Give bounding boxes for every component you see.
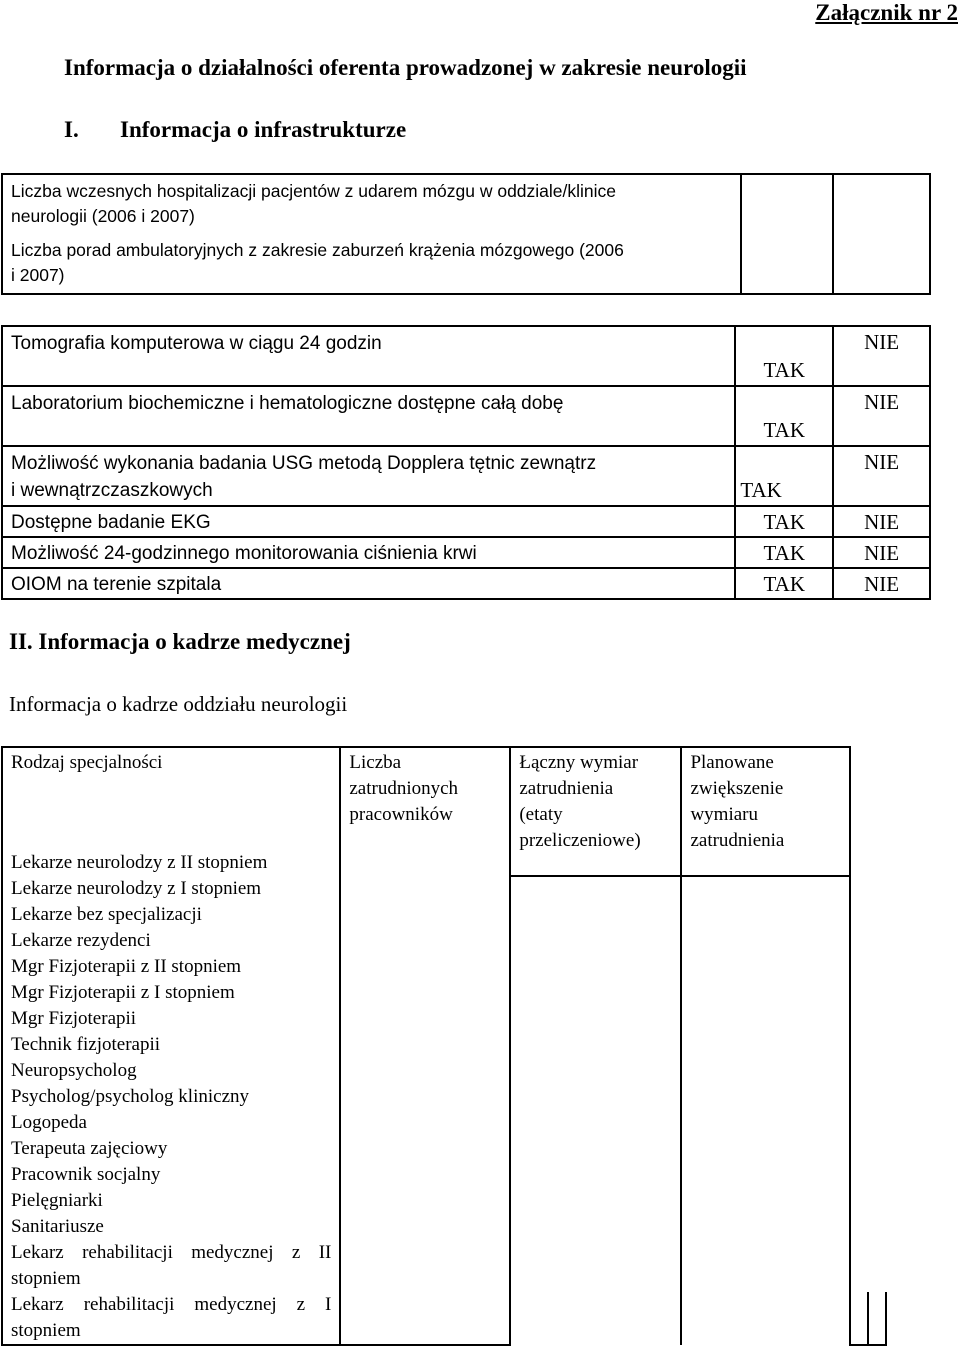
count-label-cell: Liczba wczesnych hospitalizacji pacjentów z udarem mózgu w oddziale/klinice neurologii (2006 i 2007) [2,174,741,234]
no-option[interactable]: NIE [833,446,930,506]
planned-input-cell-last[interactable] [868,1292,886,1345]
specialty-cell: Logopeda [2,1110,340,1136]
availability-label: OIOM na terenie szpitala [2,568,735,599]
table-row [2,506,930,537]
specialty-cell: Mgr Fizjoterapii z I stopniem [2,980,340,1006]
yes-option[interactable]: TAK [735,446,833,506]
table-header-row [2,747,886,850]
document-title: Informacja o działalności oferenta prowadzonej w zakresie neurologii [64,55,747,80]
section-1-heading: Informacja o infrastrukturze [120,117,407,142]
availability-label: Tomografia komputerowa w ciągu 24 godzin [2,326,735,386]
no-option[interactable]: NIE [833,537,930,568]
count-value-cell-2006[interactable] [741,174,833,294]
table-row [2,326,930,386]
specialty-cell: Neuropsycholog [2,1058,340,1084]
table-row [2,446,930,506]
specialty-cell: Mgr Fizjoterapii z II stopniem [2,954,340,980]
annex-label: Załącznik nr 2 [815,0,958,25]
specialty-cell: Lekarze neurolodzy z II stopniem [2,850,340,876]
table-row [2,386,930,446]
availability-table [1,325,931,600]
infrastructure-counts-table [1,173,931,295]
availability-label: Laboratorium biochemiczne i hematologiczne dostępne całą dobę [2,386,735,446]
count-label-cell: Liczba porad ambulatoryjnych z zakresie zaburzeń krążenia mózgowego (2006 i 2007) [2,234,741,294]
table-row [2,537,930,568]
section-1-number: I. [64,117,79,142]
availability-label: Możliwość wykonania badania USG metodą Dopplera tętnic zewnątrz i wewnątrzczaszkowych [2,446,735,506]
specialty-cell: Psycholog/psycholog kliniczny [2,1084,340,1110]
fte-input-cell[interactable] [510,876,681,1345]
header-employee-count: Liczba zatrudnionych pracowników [340,747,510,1345]
section-2-subtitle: Informacja o kadrze oddziału neurologii [9,692,348,716]
planned-input-cell[interactable] [681,876,850,1345]
specialty-cell: Pielęgniarki [2,1188,340,1214]
specialty-cell: Lekarze neurolodzy z I stopniem [2,876,340,902]
no-option[interactable]: NIE [833,326,930,386]
section-2-title: II. Informacja o kadrze medycznej [9,629,351,654]
header-total-fte: Łączny wymiar zatrudnienia (etaty przeliczeniowe) [510,747,681,876]
header-planned-increase: Planowane zwiększenie wymiaru zatrudnienia [681,747,850,876]
count-value-cell-2007[interactable] [833,174,930,294]
yes-option[interactable]: TAK [735,568,833,599]
specialty-cell: Pracownik socjalny [2,1162,340,1188]
section-1-title [64,117,406,143]
header-specialty: Rodzaj specjalności [2,747,340,850]
availability-label: Dostępne badanie EKG [2,506,735,537]
specialty-cell: Lekarze bez specjalizacji [2,902,340,928]
no-option[interactable]: NIE [833,386,930,446]
specialty-cell: Mgr Fizjoterapii [2,1006,340,1032]
specialty-cell: Terapeuta zajęciowy [2,1136,340,1162]
table-row [2,174,930,234]
table-row [2,568,930,599]
yes-option[interactable]: TAK [735,537,833,568]
yes-option[interactable]: TAK [735,326,833,386]
specialty-cell: Lekarze rezydenci [2,928,340,954]
specialty-cell: Lekarz rehabilitacji medycznej z I stopniem [2,1292,340,1345]
yes-option[interactable]: TAK [735,386,833,446]
availability-label: Możliwość 24-godzinnego monitorowania ciśnienia krwi [2,537,735,568]
specialty-cell: Technik fizjoterapii [2,1032,340,1058]
fte-input-cell-last[interactable] [850,1292,868,1345]
specialty-cell: Lekarz rehabilitacji medycznej z II stopniem [2,1240,340,1292]
no-option[interactable]: NIE [833,568,930,599]
staff-table [1,746,887,1346]
no-option[interactable]: NIE [833,506,930,537]
specialty-cell: Sanitariusze [2,1214,340,1240]
yes-option[interactable]: TAK [735,506,833,537]
